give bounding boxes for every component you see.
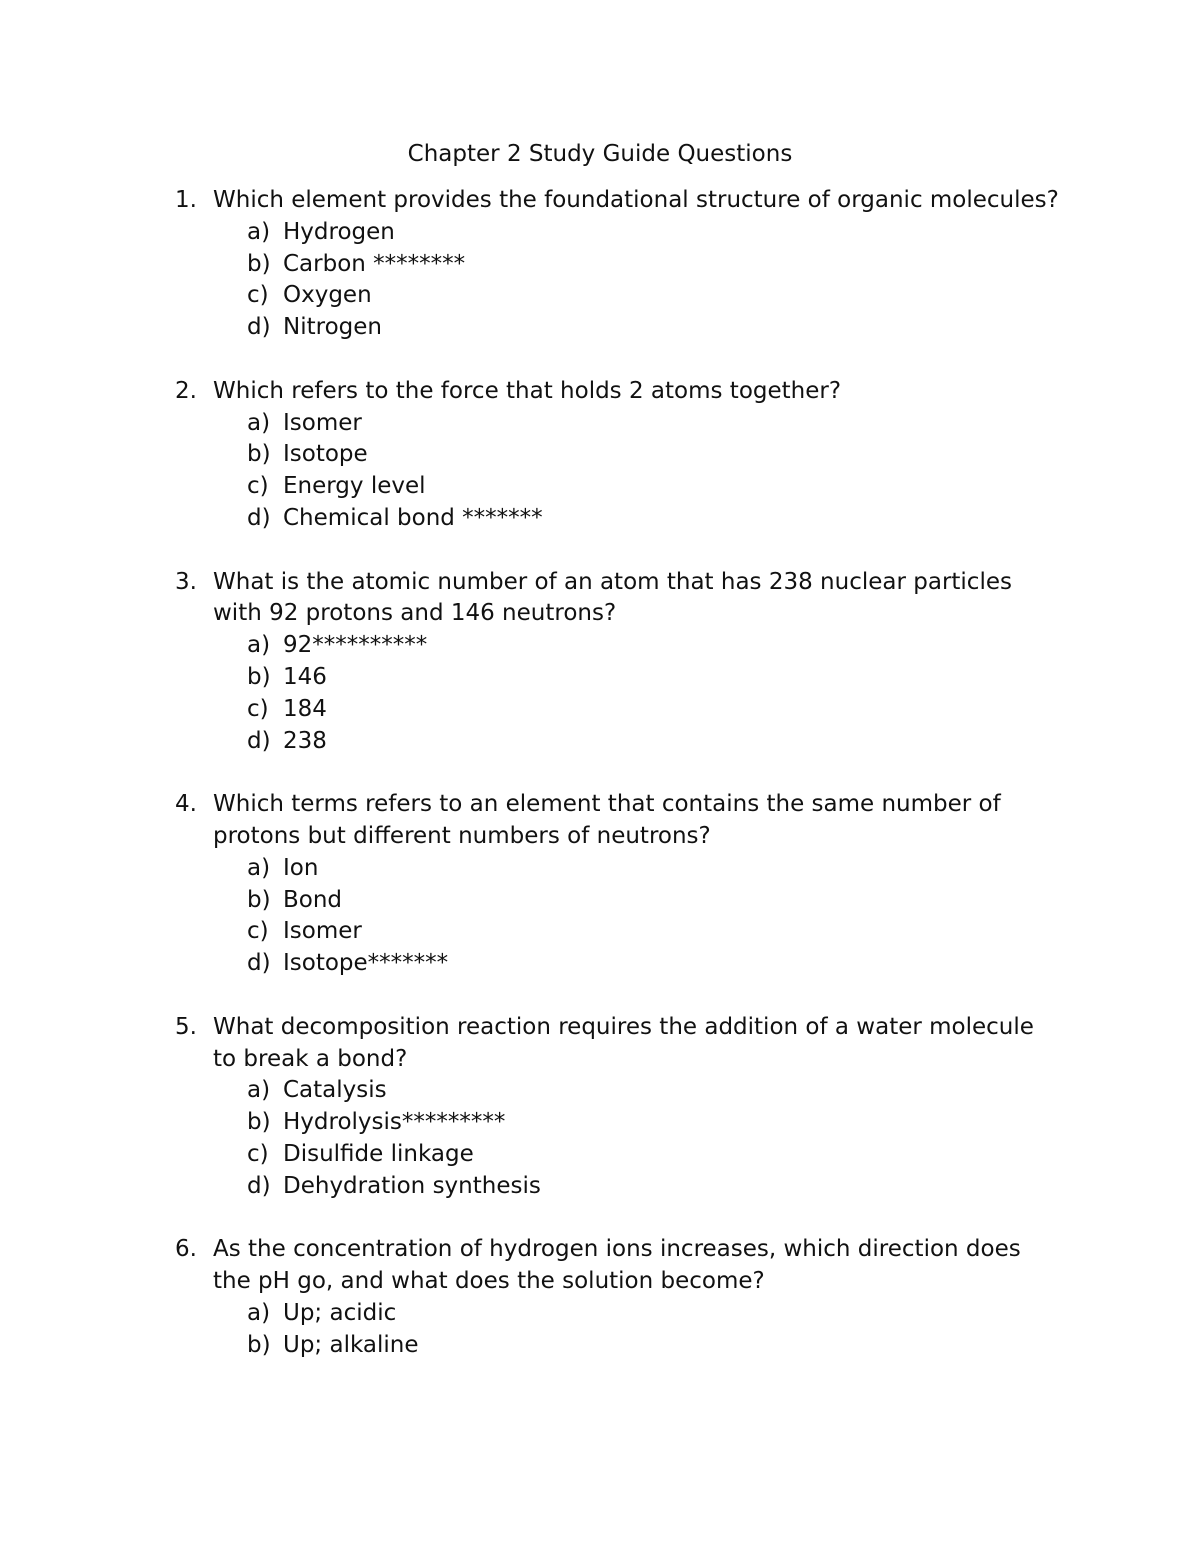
- option-letter: b): [247, 1109, 271, 1136]
- answer-option: [0, 948, 1200, 980]
- option-letter: d): [247, 727, 271, 754]
- option-letter: a): [247, 854, 271, 881]
- option-text: Isomer: [283, 918, 362, 945]
- option-text: Nitrogen: [283, 314, 382, 341]
- answer-option: [0, 885, 1200, 917]
- answer-option: [0, 471, 1200, 503]
- page-title: Chapter 2 Study Guide Questions: [407, 141, 793, 167]
- option-letter: b): [247, 441, 271, 468]
- answer-option: [0, 1107, 1200, 1139]
- question-stem: [0, 185, 1200, 217]
- answer-options: [0, 853, 1200, 980]
- answer-option: [0, 916, 1200, 948]
- option-letter: a): [247, 409, 271, 436]
- question-3: [0, 567, 1200, 790]
- answer-option: [0, 503, 1200, 535]
- option-letter: a): [247, 218, 271, 245]
- option-letter: d): [247, 504, 271, 531]
- answer-option: [0, 217, 1200, 249]
- spacer: [0, 535, 1200, 567]
- answer-option: [0, 439, 1200, 471]
- answer-options: [0, 1298, 1200, 1362]
- answer-option: [0, 1075, 1200, 1107]
- option-text: 92**********: [283, 632, 428, 659]
- question-6: [0, 1234, 1200, 1361]
- question-text: Which terms refers to an element that contains the same number of protons but different numbers of neutrons?: [213, 791, 1001, 849]
- question-number: 1.: [175, 187, 197, 213]
- option-text: Oxygen: [283, 282, 372, 309]
- option-letter: b): [247, 886, 271, 913]
- option-text: Up; alkaline: [283, 1331, 419, 1358]
- question-stem: [0, 1234, 1200, 1298]
- option-text: Chemical bond *******: [283, 504, 543, 531]
- option-letter: b): [247, 663, 271, 690]
- option-letter: c): [247, 282, 269, 309]
- question-number: 6.: [175, 1236, 197, 1263]
- option-text: Energy level: [283, 473, 426, 500]
- option-text: Hydrolysis*********: [283, 1109, 506, 1136]
- option-letter: a): [247, 632, 271, 659]
- question-4: [0, 789, 1200, 1012]
- question-text: What decomposition reaction requires the addition of a water molecule to break a bond?: [213, 1013, 1034, 1072]
- question-list: [0, 185, 1200, 1361]
- option-text: Bond: [283, 886, 343, 913]
- question-stem: [0, 789, 1200, 853]
- answer-option: [0, 662, 1200, 694]
- answer-option: [0, 1298, 1200, 1330]
- option-text: Up; acidic: [283, 1299, 397, 1326]
- question-number: 3.: [175, 568, 197, 595]
- question-5: [0, 1012, 1200, 1235]
- question-text: Which element provides the foundational structure of organic molecules?: [213, 187, 1059, 213]
- answer-option: [0, 1330, 1200, 1362]
- option-text: Dehydration synthesis: [283, 1172, 541, 1199]
- answer-options: [0, 1075, 1200, 1202]
- answer-option: [0, 726, 1200, 758]
- option-text: Carbon ********: [283, 250, 466, 277]
- answer-options: [0, 217, 1200, 344]
- answer-options: [0, 630, 1200, 757]
- answer-option: [0, 1171, 1200, 1203]
- question-stem: [0, 1012, 1200, 1076]
- option-text: Hydrogen: [283, 218, 395, 245]
- question-text: As the concentration of hydrogen ions increases, which direction does the pH go, and what does the solution become?: [213, 1236, 1021, 1295]
- option-text: Ion: [283, 854, 319, 881]
- option-letter: c): [247, 473, 269, 500]
- option-text: Isotope*******: [283, 950, 449, 977]
- option-letter: c): [247, 918, 269, 945]
- option-text: 146: [283, 663, 327, 690]
- question-1: [0, 185, 1200, 376]
- option-letter: b): [247, 250, 271, 277]
- option-text: 184: [283, 695, 327, 722]
- spacer: [0, 980, 1200, 1012]
- question-number: 4.: [175, 791, 197, 818]
- question-text: Which refers to the force that holds 2 atoms together?: [213, 377, 842, 404]
- option-text: Isotope: [283, 441, 368, 468]
- option-letter: d): [247, 950, 271, 977]
- question-number: 2.: [175, 377, 197, 404]
- spacer: [0, 344, 1200, 376]
- answer-option: [0, 694, 1200, 726]
- option-text: Isomer: [283, 409, 362, 436]
- option-letter: a): [247, 1299, 271, 1326]
- option-letter: c): [247, 695, 269, 722]
- option-letter: d): [247, 1172, 271, 1199]
- option-text: Disulfide linkage: [283, 1140, 474, 1167]
- option-letter: c): [247, 1140, 269, 1167]
- option-letter: d): [247, 314, 271, 341]
- option-letter: a): [247, 1077, 271, 1104]
- answer-option: [0, 630, 1200, 662]
- spacer: [0, 757, 1200, 789]
- question-2: [0, 376, 1200, 567]
- answer-option: [0, 853, 1200, 885]
- question-number: 5.: [175, 1013, 197, 1040]
- option-text: Catalysis: [283, 1077, 387, 1104]
- answer-options: [0, 408, 1200, 535]
- option-letter: b): [247, 1331, 271, 1358]
- answer-option: [0, 280, 1200, 312]
- spacer: [0, 1203, 1200, 1235]
- question-stem: [0, 376, 1200, 408]
- option-text: 238: [283, 727, 327, 754]
- answer-option: [0, 312, 1200, 344]
- question-stem: [0, 567, 1200, 631]
- question-text: What is the atomic number of an atom that has 238 nuclear particles with 92 protons and 146 neutrons?: [213, 568, 1012, 627]
- answer-option: [0, 1139, 1200, 1171]
- answer-option: [0, 249, 1200, 281]
- answer-option: [0, 408, 1200, 440]
